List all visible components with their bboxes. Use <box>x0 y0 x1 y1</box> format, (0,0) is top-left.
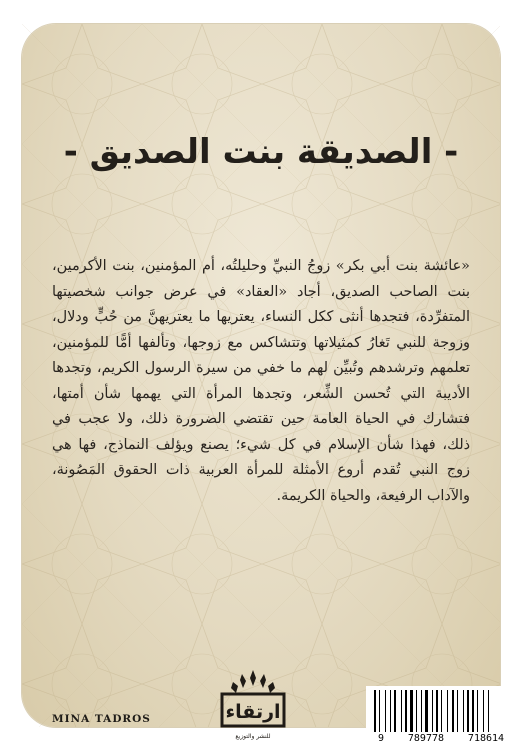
book-back-cover <box>22 24 505 744</box>
barcode-digit-group: 718614 <box>467 733 505 744</box>
barcode-digit-group: 9 <box>377 733 384 744</box>
book-title: - الصديقة بنت الصديق - <box>63 132 459 172</box>
book-blurb: «عائشة بنت أبي بكر» زوجُ النبيِّ وحليلتُه، أم المؤمنين، بنت الأكرمين، بنت الصاحب الصديق، أجاد «العقاد» في عرض جوانب شخصيتها المتفرِّدة، فتجدها أنثى ككل النساء، يعتريها ما يعتريهنَّ من حُبٍّ ودلال، وزوجة للنبي تَغارُ كمثيلاتها وتتشاكس مع زوجها، وتألفها أمًّا للمؤمنين، تعلمهم وترشدهم وتُبيِّن لهم ما خفي من سيرة الرسول الكريم، وتجدها الأديبة التي تُحسن الشِّعر، وتجدها المرأة التي يهمها شأن أمتها، فتشارك في الحياة العامة حين تقتضي الضرورة ذلك، ولا عجب في ذلك، فهذا شأن الإسلام في كل شيء؛ يصنع ويؤلف النماذج، فها هي زوج النبي تُقدم أروع الأمثلة للمرأة العربية ذات الحقوق المَصُونة، والآداب الرفيعة، والحياة الكريمة. <box>52 258 470 504</box>
publisher-tagline: للنشر والتوزيع <box>235 733 271 740</box>
barcode-digits <box>366 733 516 744</box>
publisher-logo-text: ارتقاء <box>225 701 281 723</box>
barcode-digit-group: 789778 <box>407 733 445 744</box>
publisher-logo <box>212 664 294 742</box>
author-name: MINA TADROS <box>52 713 151 725</box>
barcode-bars <box>374 690 508 732</box>
isbn-barcode <box>366 686 516 746</box>
